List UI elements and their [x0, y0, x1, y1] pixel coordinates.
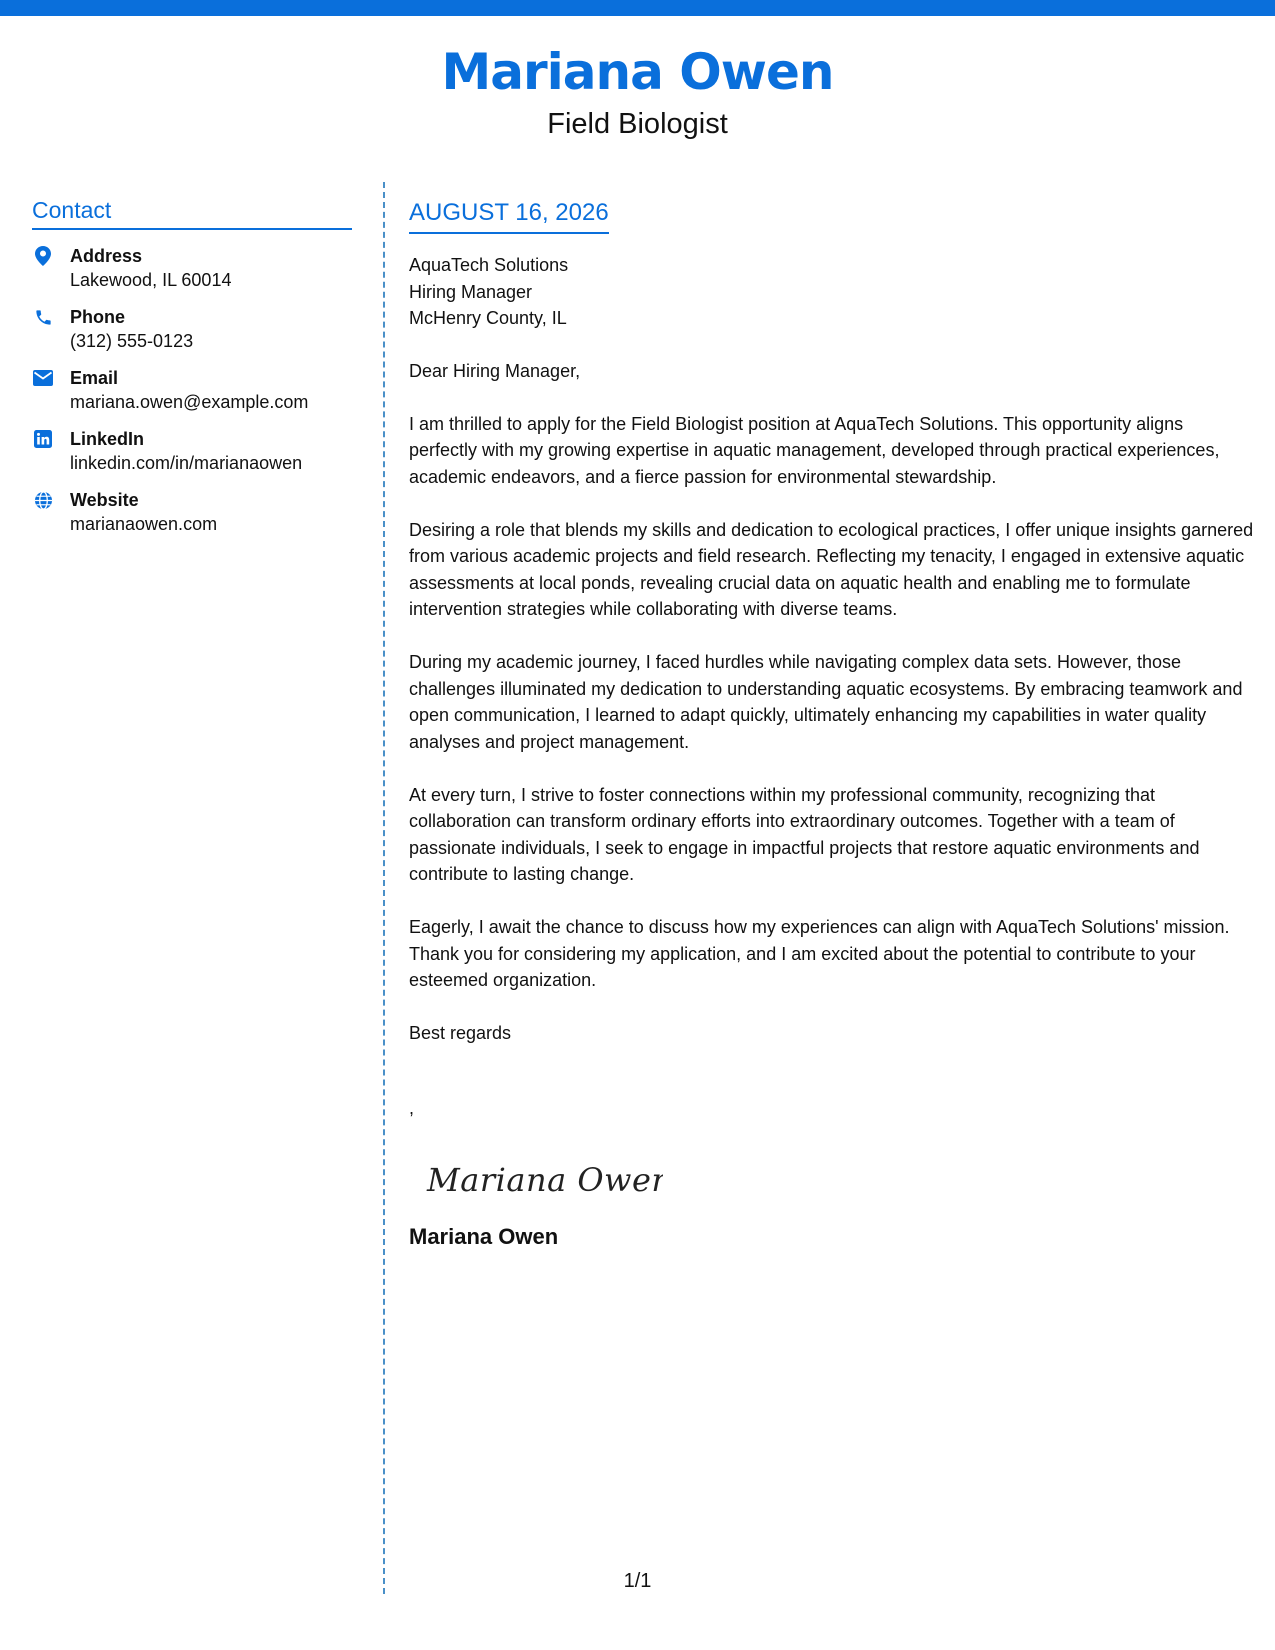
letter-date: AUGUST 16, 2026: [409, 196, 609, 234]
phone-icon: [32, 306, 54, 328]
letter-paragraph: Desiring a role that blends my skills and dedication to ecological practices, I offer unique insights garnered from various academic projects and field research. Reflecting my tenacity, I engaged in extensive aquatic assessments at local ponds, revealing crucial data on aquatic health and enabling me to formulate intervention strategies while collaborating with diverse teams.: [409, 519, 1254, 619]
recipient-location: McHenry County, IL: [409, 308, 567, 328]
contact-website: [32, 488, 352, 536]
location-pin-icon: [32, 245, 54, 267]
page-number: 1/1: [623, 1570, 652, 1592]
address-value: Lakewood, IL 60014: [70, 270, 232, 290]
contact-section-title: Contact: [32, 196, 352, 230]
stray-comma: ,: [409, 1097, 415, 1118]
email-label: Email: [70, 368, 119, 388]
handwritten-signature: [423, 1155, 1254, 1203]
contact-sidebar: [32, 196, 352, 549]
contact-email: [32, 366, 352, 414]
top-accent-bar: [0, 0, 1275, 16]
website-value: marianaowen.com: [70, 514, 218, 534]
contact-phone: [32, 305, 352, 353]
linkedin-value: linkedin.com/in/marianaowen: [70, 453, 303, 473]
column-divider: [383, 182, 385, 1594]
letter-body: [409, 196, 1254, 1251]
email-icon: [32, 367, 54, 389]
letter-paragraph: At every turn, I strive to foster connections within my professional community, recognizing that collaboration can transform ordinary efforts into extraordinary outcomes. Together with a team of passionate individuals, I seek to engage in impactful projects that restore aquatic environments and contribute to lasting change.: [409, 784, 1200, 884]
job-title: Field Biologist: [547, 108, 728, 140]
applicant-name: Mariana Owen: [441, 43, 834, 101]
recipient-role: Hiring Manager: [409, 281, 533, 302]
address-label: Address: [70, 246, 143, 266]
email-value: mariana.owen@example.com: [70, 392, 309, 412]
recipient-company: AquaTech Solutions: [409, 255, 569, 275]
signature-text: Mariana Owen: [427, 1160, 663, 1199]
salutation: Dear Hiring Manager,: [409, 360, 581, 381]
phone-label: Phone: [70, 307, 126, 327]
signer-name: Mariana Owen: [409, 1223, 559, 1249]
website-label: Website: [70, 490, 139, 510]
globe-icon: [32, 489, 54, 511]
closing: Best regards: [409, 1023, 512, 1043]
recipient-block: [409, 252, 1254, 332]
phone-value: (312) 555-0123: [70, 331, 194, 351]
letter-paragraph: I am thrilled to apply for the Field Biologist position at AquaTech Solutions. This opportunity aligns perfectly with my growing expertise in aquatic management, developed through practical experiences, academic endeavors, and a fierce passion for environmental stewardship.: [409, 413, 1220, 487]
linkedin-icon: [32, 428, 54, 450]
letter-paragraph: During my academic journey, I faced hurdles while navigating complex data sets. However, those challenges illuminated my dedication to understanding aquatic ecosystems. By embracing teamwork and open communication, I learned to adapt quickly, ultimately enhancing my capabilities in water quality analyses and project management.: [409, 652, 1243, 752]
linkedin-label: LinkedIn: [70, 429, 145, 449]
letter-paragraph: Eagerly, I await the chance to discuss how my experiences can align with AquaTech Solutions' mission. Thank you for considering my application, and I am excited about the potential to contribute to your esteemed organization.: [409, 917, 1230, 990]
contact-address: [32, 244, 352, 292]
contact-linkedin: [32, 427, 352, 475]
header: [0, 40, 1275, 142]
